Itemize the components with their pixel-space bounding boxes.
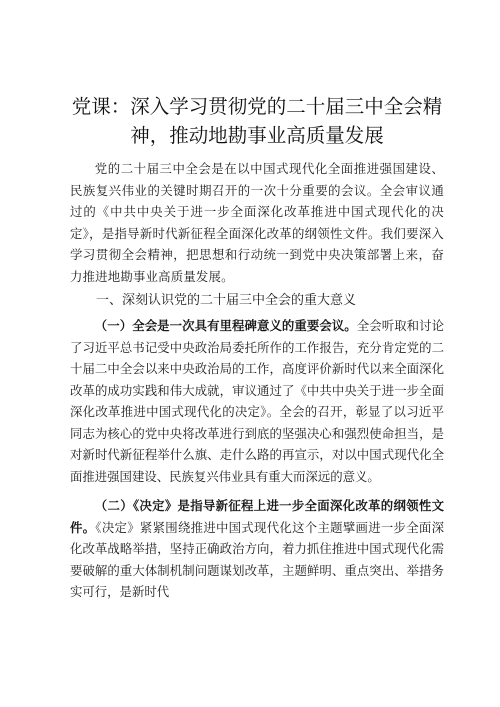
intro-paragraph: 党的二十届三中全会是在以中国式现代化全面推进强国建设、民族复兴伟业的关键时期召开的一次十分重要的会议。全会审议通过的《中共中央关于进一步全面深化改革推进中国式现代化的决定》，是指导新时代新征程全面深化改革的纲领性文件。我们要深入学习贯彻全会精神，把思想和行动统一到党中央决策部署上来，奋力推进地勘事业高质量发展。 [70,161,444,284]
paragraph-1-lead: （一）全会是一次具有里程碑意义的重要会议。 [94,318,357,333]
document-title [70,92,444,150]
section-heading: 一、深刻认识党的二十届三中全会的重大意义 [96,293,357,308]
paragraph-2-body: 《决定》紧紧围绕推进中国式现代化这个主题擘画进一步全面深化改革战略举措，坚持正确政治方向，着力抓住推进中国式现代化需要破解的重大体制机制问题谋划改革，主题鲜明、重点突出、举措务实可行，是新时代 [70,519,444,599]
paragraph-1-body: 全会听取和讨论了习近平总书记受中央政治局委托所作的工作报告，充分肯定党的二十届二中全会以来中央政治局的工作，高度评价新时代以来全面深化改革的成功实践和伟大成就，审议通过了《中共中央关于进一步全面深化改革推进中国式现代化的决定》。全会的召开，彰显了以习近平同志为核心的党中央将改革进行到底的坚强决心和强烈使命担当，是对新时代新征程举什么旗、走什么路的再宣示，对以中国式现代化全面推进强国建设、民族复兴伟业具有重大而深远的意义。 [70,318,445,484]
title-line-1: 党课：深入学习贯彻党的二十届三中全会精 [71,95,443,118]
paragraph-1 [70,315,444,487]
paragraph-2 [70,495,444,603]
title-line-2: 神，推动地勘事业高质量发展 [130,124,384,147]
paragraph-2-lead: （二）《决定》是指导新征程上进一步全面深化改革的纲领性文件。 [70,498,444,535]
